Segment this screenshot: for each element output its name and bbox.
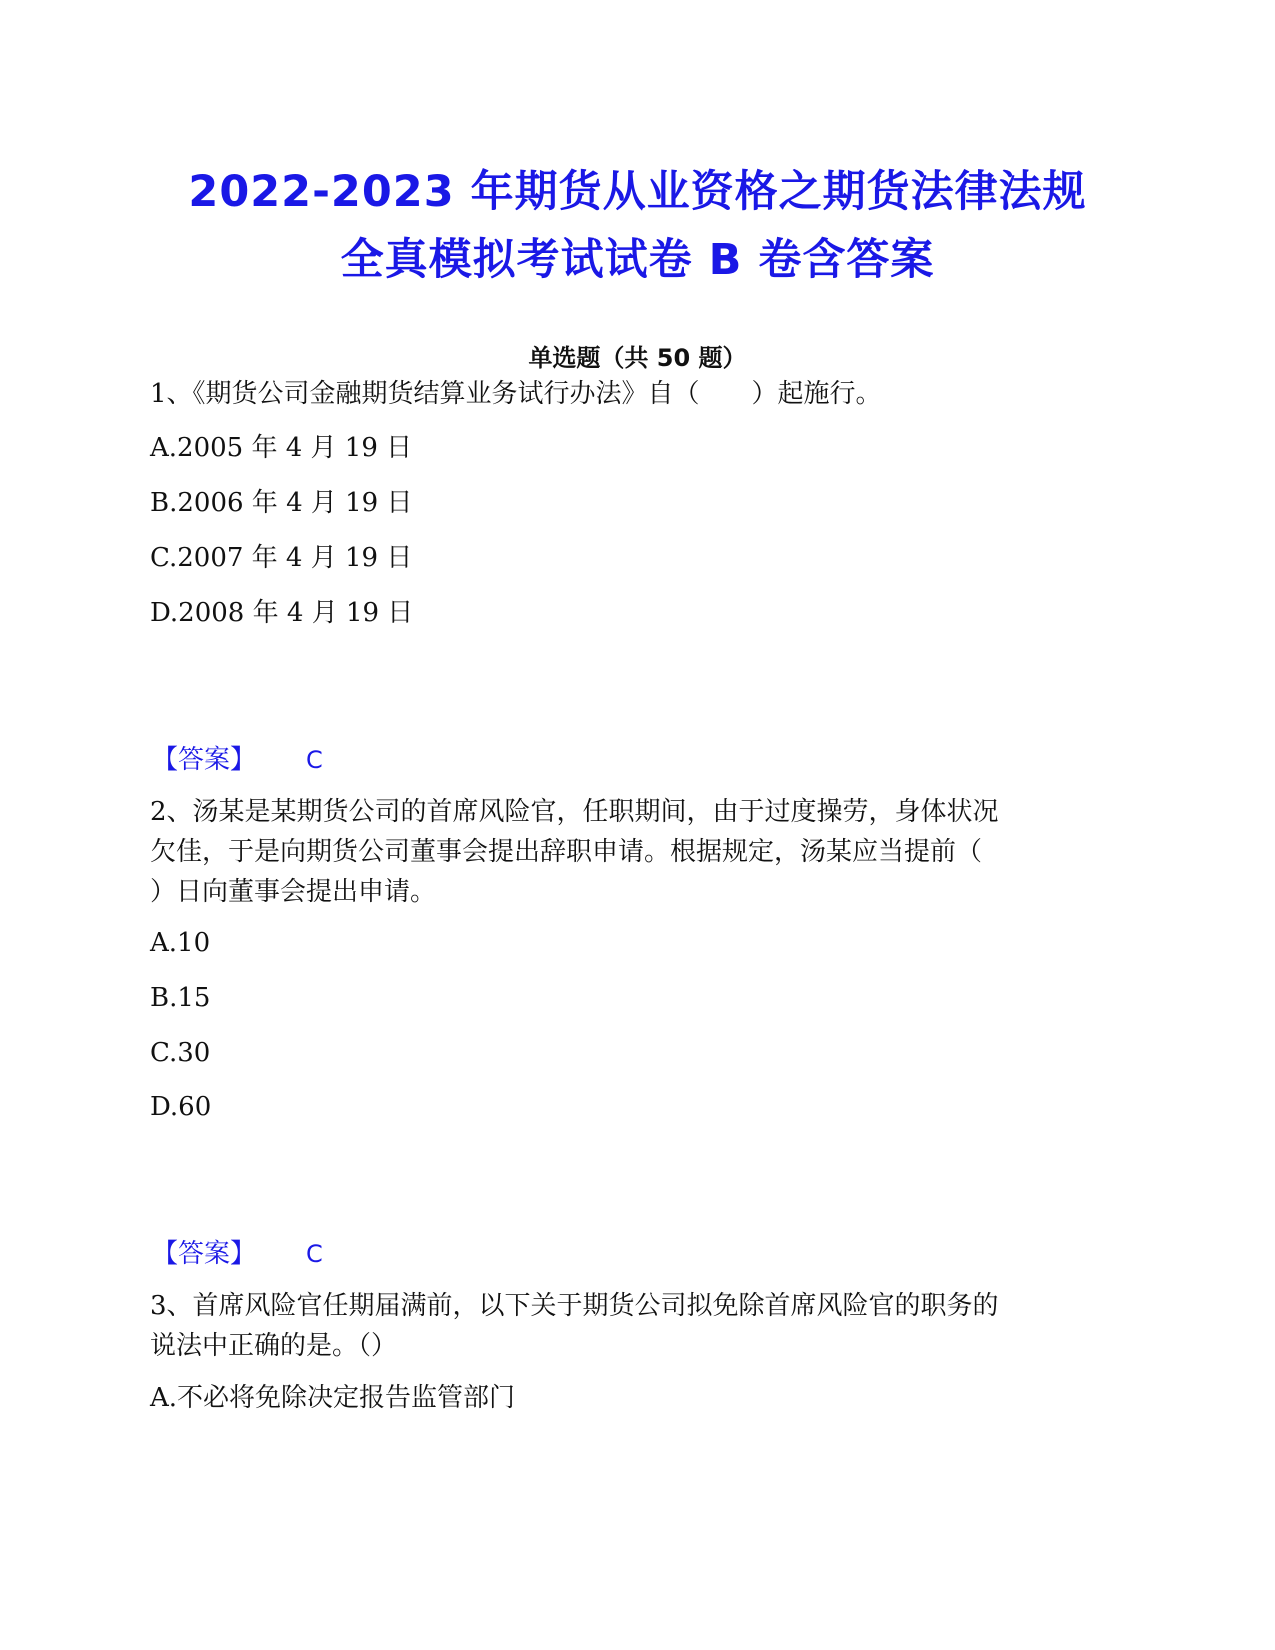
document-title-line-2: 全真模拟考试试卷 B 卷含答案 [340, 235, 935, 285]
stem-line: 3、首席风险官任期届满前，以下关于期货公司拟免除首席风险官的职务的 [150, 1291, 999, 1321]
question-1-option-d: D.2008 年 4 月 19 日 [150, 598, 414, 628]
question-2-option-b: B.15 [150, 983, 211, 1013]
stem-line: 2、汤某是某期货公司的首席风险官，任职期间，由于过度操劳，身体状况 [150, 797, 999, 827]
answer-value: C [306, 1240, 323, 1268]
answer-value: C [306, 746, 323, 774]
question-2-answer [152, 1233, 323, 1270]
question-1-stem: 1、《期货公司金融期货结算业务试行办法》自（ ）起施行。 [150, 379, 882, 409]
question-2-option-d: D.60 [150, 1092, 212, 1122]
stem-line: 欠佳，于是向期货公司董事会提出辞职申请。根据规定，汤某应当提前（ [150, 837, 983, 867]
question-1-option-a: A.2005 年 4 月 19 日 [150, 433, 413, 463]
question-1-answer [152, 739, 323, 776]
answer-label: 【答案】 [152, 1239, 257, 1269]
stem-line: 说法中正确的是。（） [150, 1331, 398, 1361]
answer-label: 【答案】 [152, 745, 257, 775]
question-1-option-c: C.2007 年 4 月 19 日 [150, 543, 413, 573]
question-2-option-c: C.30 [150, 1038, 211, 1068]
question-1-option-b: B.2006 年 4 月 19 日 [150, 488, 413, 518]
stem-line: ）日向董事会提出申请。 [150, 877, 437, 907]
section-heading: 单选题（共 50 题） [528, 344, 747, 372]
question-2-option-a: A.10 [150, 928, 211, 958]
document-title-line-1: 2022-2023 年期货从业资格之期货法律法规 [188, 167, 1087, 217]
question-3-option-a: A.不必将免除决定报告监管部门 [150, 1383, 516, 1413]
question-3-stem [150, 1286, 1110, 1366]
question-2-stem [150, 792, 1110, 912]
